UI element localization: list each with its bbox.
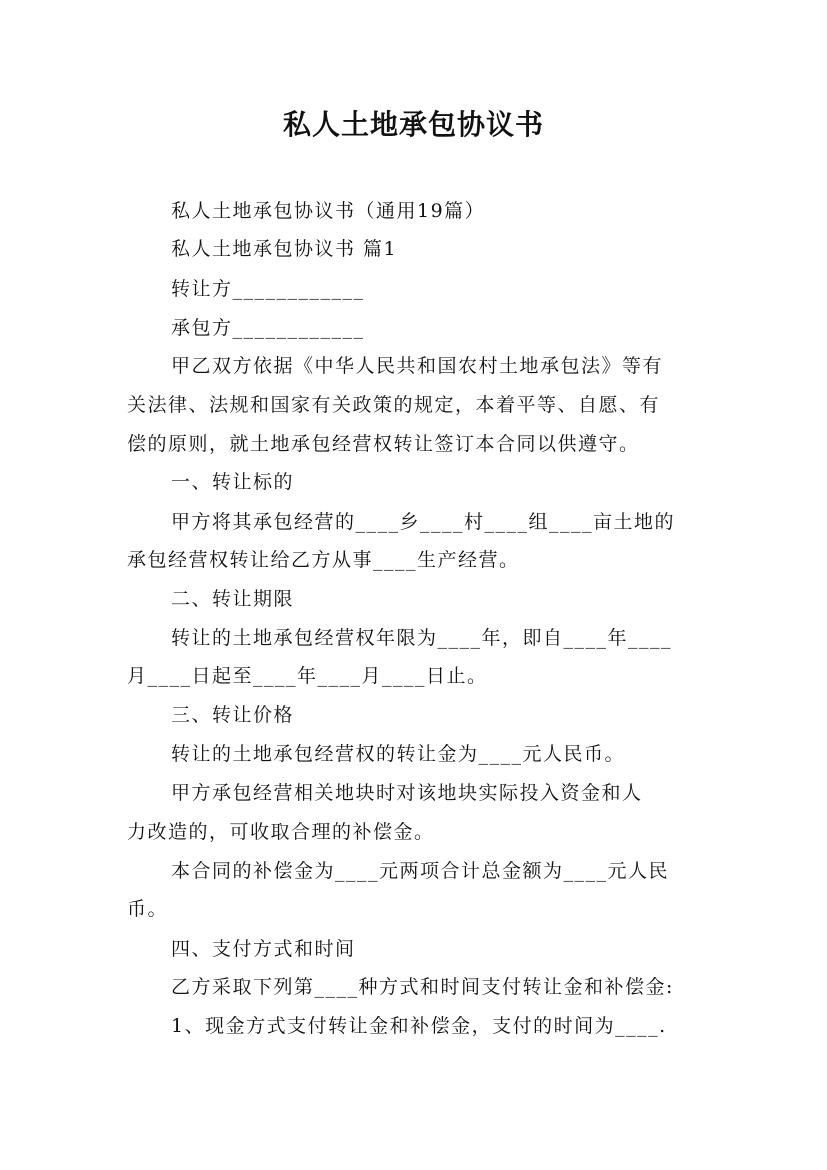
paragraph-line: 私人土地承包协议书（通用19篇）	[171, 200, 486, 222]
paragraph-line: 甲方承包经营相关地块时对该地块实际投入资金和人	[171, 782, 643, 804]
page-title: 私人土地承包协议书	[282, 108, 544, 141]
paragraph-line: 私人土地承包协议书 篇1	[171, 238, 398, 260]
paragraph-line: 甲方将其承包经营的____乡____村____组____亩土地的	[171, 511, 676, 533]
paragraph-line: 承包经营权转让给乙方从事____生产经营。	[127, 549, 520, 571]
paragraph-line: 关法律、法规和国家有关政策的规定，本着平等、自愿、有	[127, 394, 661, 416]
paragraph-line: 乙方采取下列第____种方式和时间支付转让金和补偿金:	[171, 976, 674, 998]
section-heading: 四、支付方式和时间	[171, 938, 356, 960]
paragraph-line: 转让的土地承包经营权的转让金为____元人民币。	[171, 743, 626, 765]
paragraph-line: 月____日起至____年____月____日止。	[127, 665, 488, 687]
paragraph-line: 偿的原则，就土地承包经营权转让签订本合同以供遵守。	[127, 433, 640, 455]
paragraph-line: 力改造的，可收取合理的补偿金。	[127, 821, 435, 843]
paragraph-line: 转让方____________	[171, 278, 365, 300]
section-heading: 二、转让期限	[171, 588, 295, 610]
section-heading: 三、转让价格	[171, 704, 295, 726]
paragraph-line: 甲乙双方依据《中华人民共和国农村土地承包法》等有	[171, 355, 664, 377]
paragraph-line: 转让的土地承包经营权年限为____年，即自____年____	[171, 627, 673, 649]
paragraph-line: 1、现金方式支付转让金和补偿金，支付的时间为____.	[171, 1015, 667, 1037]
paragraph-line: 币。	[127, 898, 169, 920]
paragraph-line: 承包方____________	[171, 317, 365, 339]
paragraph-line: 本合同的补偿金为____元两项合计总金额为____元人民	[171, 860, 670, 882]
section-heading: 一、转让标的	[171, 471, 295, 493]
